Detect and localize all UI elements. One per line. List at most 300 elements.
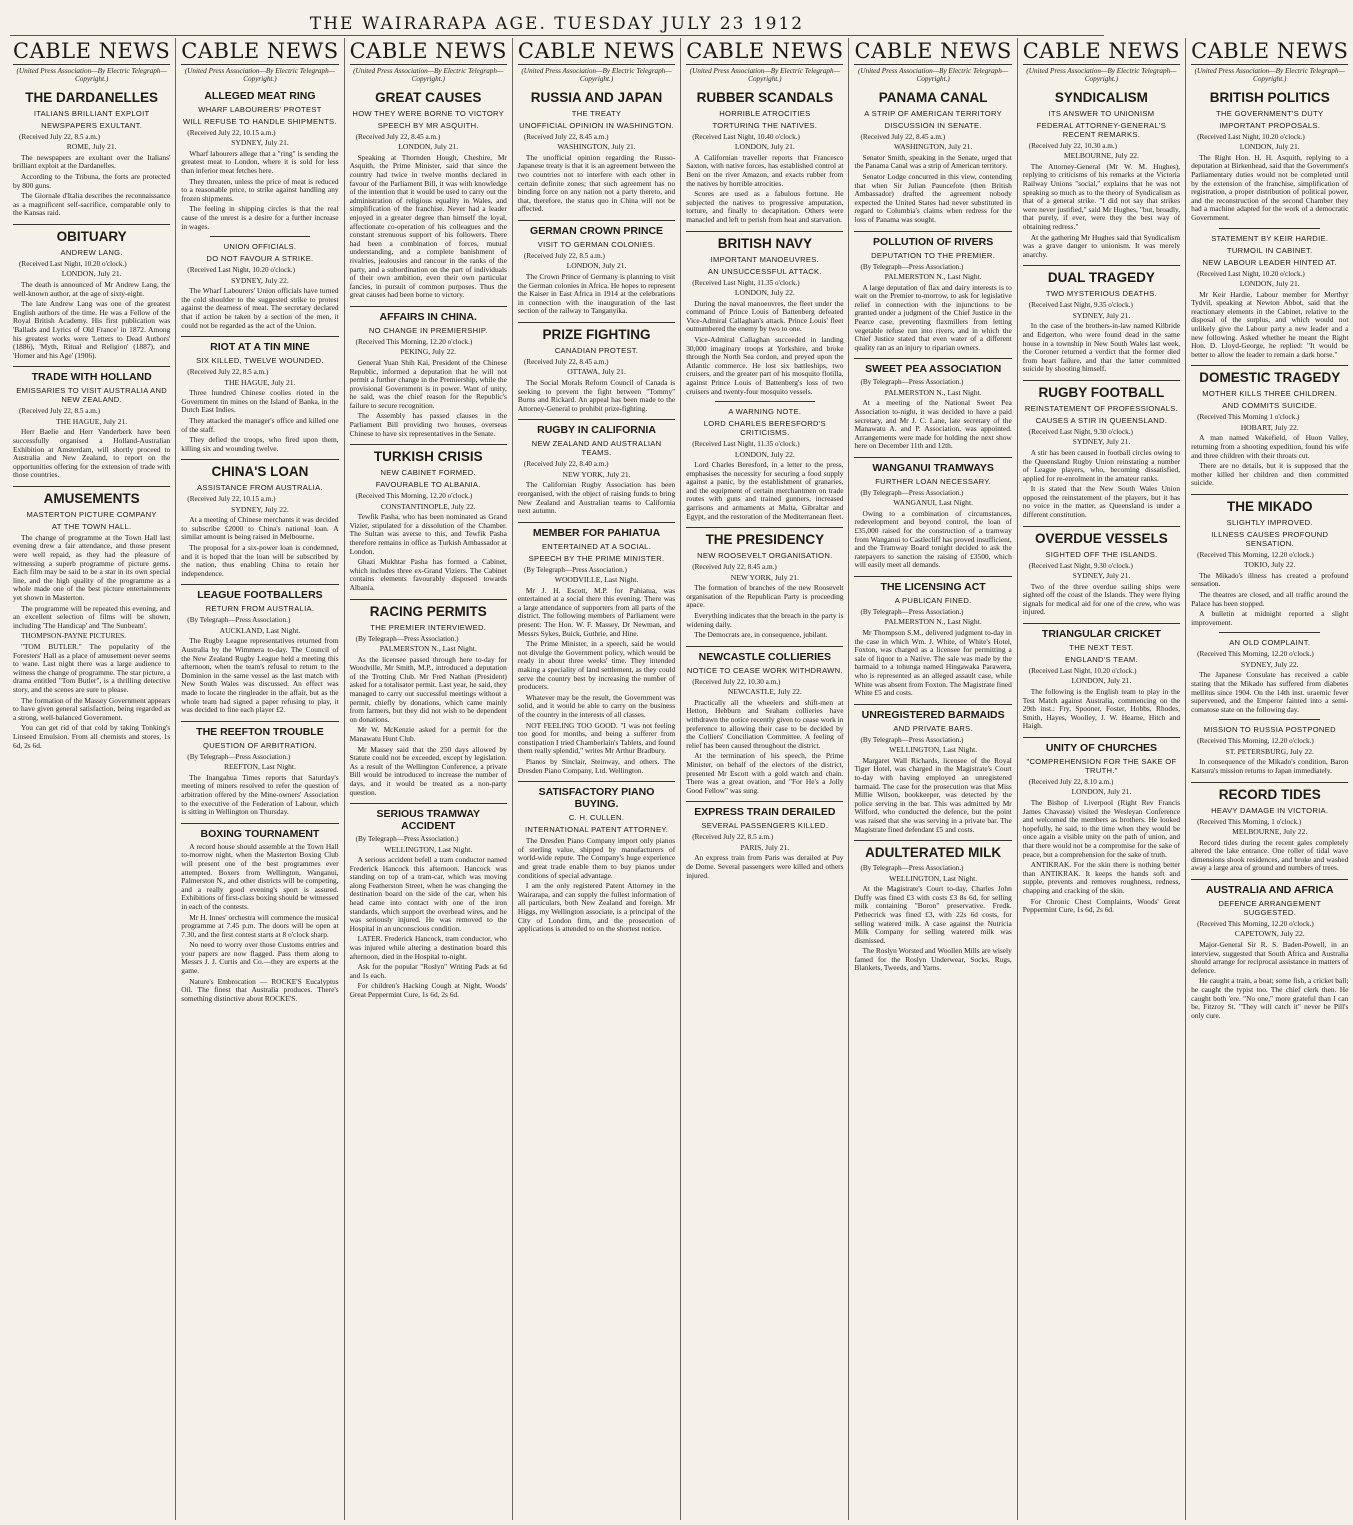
news-story <box>181 721 338 817</box>
received-time: (By Telegraph—Press Association.) <box>860 262 964 271</box>
story-paragraph: He caught a train, a boat; some fish, a cricket ball; he caught the typist too. The chief clerk then. He caught both 'ere. "No one," more grateful than I can be, Fitzroy St. "They will catch it" never be Pill's only cure. <box>1191 976 1349 1020</box>
dateline: LONDON, July 21. <box>1239 142 1300 152</box>
received-time: (Received This Morning, 12.20 o'clock.) <box>1197 550 1314 559</box>
story-paragraph: At the gathering Mr Hughes said that Syndicalism was a grave danger to unionism. It was merely anarchy. <box>1022 232 1181 259</box>
story-subheading: NEW LABOUR LEADER HINTED AT. <box>1202 257 1337 267</box>
story-subheading: MOTHER KILLS THREE CHILDREN. <box>1202 389 1338 399</box>
dateline: PALMERSTON N., Last Night. <box>884 271 982 281</box>
news-story <box>181 823 338 1004</box>
dateline: MELBOURNE, July 22. <box>1063 151 1139 161</box>
received-time: (By Telegraph—Press Association.) <box>523 565 627 574</box>
story-paragraph: Tewfik Pasha, who has been nominated as Grand Vizier, stipulated for a dissolution of the Chamber. The Sultan was averse to this, and Tewfik Pasha therefore remains in office as Turkish Ambassador at London. <box>349 512 507 556</box>
story-subheading: THE PREMIER INTERVIEWED. <box>370 622 487 632</box>
news-story <box>1023 90 1180 260</box>
news-story <box>181 236 338 330</box>
received-time: (Received Last Night, 10.20 o'clock.) <box>1197 269 1305 278</box>
received-time: (By Telegraph—Press Association.) <box>860 608 964 617</box>
story-paragraph: No need to worry over those Customs entries and your papers are now flagged. Pass them along to Messrs J. J. Curtis and Co.—they are experts at the game. <box>181 940 339 976</box>
story-paragraph: The Dresden Piano Company import only pianos of sterling value, shipped by manufacturers of world-wide repute. The Company's huge experience and great trade enable them to buy pianos under conditions of special advantage. <box>517 836 676 880</box>
story-paragraph: A man named Wakefield, of Huon Valley, returning from a shooting expedition, found his wife and three children with their throats cut. <box>1191 433 1349 460</box>
news-story <box>854 90 1011 225</box>
cable-news-heading: CABLE NEWS <box>517 39 676 63</box>
story-headline: AUSTRALIA AND AFRICA <box>1191 879 1348 896</box>
dateline: HOBART, July 22. <box>1240 422 1299 432</box>
dateline: LONDON, July 22. <box>734 449 795 459</box>
news-story <box>1191 632 1348 714</box>
news-story <box>1023 265 1180 374</box>
story-paragraph: Vice-Admiral Callaghan succeeded in landing 30,000 imaginary troops at Yorkshire, and broke through the North Sea cordon, and preyed upon the Atlantic commerce. He lost six battleships, two cruisers, and the greater part of his mosquito flotilla, against Prince Louis of Battenberg's loss of two cruisers and twenty-four mosquito vessels. <box>686 334 844 396</box>
story-paragraph: General Yuan Shih Kai, President of the Chinese Republic, informed a deputation that he will not permit a further change in the Premiership, while the provisional Government is in power. Want of unity, he said, was the chief reason for the Republic's failure to secure recognition. <box>349 357 507 410</box>
story-subheading: VISIT TO GERMAN COLONIES. <box>537 239 656 249</box>
story-headline: BOXING TOURNAMENT <box>181 823 338 840</box>
story-headline: RACING PERMITS <box>350 599 507 620</box>
story-paragraph: ANTIKRAK. For the skin there is nothing better than ANTIKRAK. It keeps the hands soft and supple, prevents and removes roughness, redness, chapping and cracking of the skin. <box>1022 860 1181 895</box>
dateline: CAPETOWN, July 22. <box>1234 929 1305 939</box>
story-headline: ADULTERATED MILK <box>854 840 1011 861</box>
dateline: LONDON, July 22. <box>734 287 795 297</box>
story-headline: PANAMA CANAL <box>878 89 988 105</box>
dateline: LONDON, July 21. <box>734 142 795 152</box>
story-paragraph: Owing to a combination of circumstances, redevelopment and beyond control, the loan of £35,000 raised for the construction of a tramway from Wanganui to Castlecliff has proved insufficient, and the Tramway Board tonight decided to ask the ratepayers to sanction the raising of £3500, which will easily meet all demands. <box>854 508 1012 570</box>
story-paragraph: The death is announced of Mr Andrew Lang, the well-known author, at the age of sixty-eight. <box>13 279 171 298</box>
dateline: LONDON, July 21. <box>1071 787 1132 797</box>
story-subheading: HORRIBLE ATROCITIES <box>719 108 811 118</box>
agency-credit: (United Press Association—By Electric Telegraph—Copyright.) <box>521 67 672 84</box>
story-subheading: THE NEXT TEST. <box>1069 643 1134 653</box>
newspaper-column-7 <box>1017 38 1185 1520</box>
section-rule <box>1219 719 1320 720</box>
story-headline: SATISFACTORY PIANO BUYING. <box>518 781 675 810</box>
news-story <box>854 576 1011 698</box>
received-time: (By Telegraph—Press Association.) <box>860 735 964 744</box>
dateline: PALMERSTON N., Last Night. <box>884 387 982 397</box>
news-story <box>518 522 675 775</box>
story-paragraph: The Assembly has passed clauses in the Parliament Bill providing two houses, overseas Chinese to have six representatives in the Senate. <box>349 411 507 438</box>
dateline: SYDNEY, July 22. <box>231 275 289 285</box>
dateline: WOODVILLE, Last Night. <box>554 575 639 585</box>
story-headline: BRITISH NAVY <box>686 231 843 252</box>
story-paragraph: Two of the three overdue sailing ships were sighted off the coast of the Islands. They were flying signals for medical aid for one of the crew, who was injured. <box>1022 581 1181 617</box>
story-paragraph: I am the only registered Patent Attorney in the Wairarapa, and can supply the fullest information of all particulars, both New Zealand and foreign. Mr Higgs, my Wellington associate, is a principal of the City of London firm, and the prosecution of applications is attended to on the shortest notice. <box>517 881 676 934</box>
dateline: SYDNEY, July 22. <box>1240 659 1299 669</box>
story-paragraph: Scores are used as a fabulous fortune. He subjected the natives to progressive amputation, torture, and finally to decapitation. Others were manacled and left to perish from heat and starvation. <box>686 189 844 224</box>
news-story <box>518 90 675 214</box>
news-story <box>854 840 1011 973</box>
section-rule <box>1219 228 1320 229</box>
news-story <box>518 419 675 515</box>
story-paragraph: Major-General Sir R. S. Baden-Powell, in an interview, suggested that South Africa and Australia should arrange for reciprocal assistance in matters of defence. <box>1191 939 1349 975</box>
received-time: (Received July 22, 8.40 a.m.) <box>523 460 609 469</box>
story-subheading: HOW THEY WERE BORNE TO VICTORY <box>352 108 505 118</box>
news-story <box>13 90 170 218</box>
received-time: (Received July 22, 8.45 a.m.) <box>355 132 441 141</box>
story-paragraph: The Japanese Consulate has received a cable stating that the Mikado has suffered from diabetes mellitus since 1904. On the 14th inst. uraemic fever supervened, and the Emperor fainted into a semi-comatose state on the following day. <box>1191 670 1349 714</box>
dateline: AUCKLAND, Last Night. <box>219 625 301 635</box>
story-paragraph: The Roslyn Worsted and Woollen Mills are wisely famed for the Roslyn Underwear, Socks, Rugs, Blankets, Tweeds, and Yarns. <box>854 946 1012 973</box>
story-headline: UNREGISTERED BARMAIDS <box>854 704 1011 721</box>
story-paragraph: At a meeting of the National Sweet Pea Association to-night, it was decided to have a paid secretary, and Mr J. C. Lane, late secretary of the Manawatu A. and P. Association, was appointed. Arrangements were made for holding the next show here on December 11th and 12th. <box>854 398 1012 451</box>
story-paragraph: The Attorney-General (Mr W. M. Hughes), replying to criticisms of his remarks at the Victoria Railway Unions "social," explains that he was not speaking so much as to the theory of Syndicalism as that of a general strike. "I did not say that strikes were never justified," said Mr Hughes, "but, broadly, that purely, if ever, were they the best way of obtaining redress." <box>1022 161 1181 231</box>
cable-news-heading: CABLE NEWS <box>686 39 844 63</box>
cable-news-heading: CABLE NEWS <box>1022 39 1181 63</box>
received-time: (Received July 22, 10.30 a.m.) <box>1028 141 1118 150</box>
received-time: (Received Last Night, 10.20 o'clock.) <box>1197 132 1305 141</box>
dateline: MELBOURNE, July 22. <box>1232 827 1308 836</box>
news-story <box>1191 90 1348 223</box>
story-subheading: TORTURING THE NATIVES. <box>712 120 818 130</box>
story-subheading: THE TREATY <box>571 108 622 118</box>
story-subheading: A PUBLICAN FINED. <box>894 596 972 606</box>
dateline: LONDON, July 21. <box>1071 676 1132 686</box>
received-time: (By Telegraph—Press Association.) <box>860 864 964 873</box>
story-subheading: QUESTION OF ARBITRATION. <box>203 740 317 750</box>
story-paragraph: For Chronic Chest Complaints, Woods' Great Peppermint Cure, 1s 6d, 2s 6d. <box>1022 896 1181 915</box>
story-paragraph: At the Magistrate's Court to-day, Charles John Duffy was fined £3 with costs £3 8s 6d, for selling milk containing "Boron" preservative. Fredk. Pethecrick was fined £3, with 22s 6d costs, for selling watered milk. A case against the Nutricia Milk Company for selling watered milk was dismissed. <box>854 884 1012 945</box>
story-subheading: DEPUTATION TO THE PREMIER. <box>871 250 996 260</box>
story-paragraph: THOMPSON-PAYNE PICTURES. <box>21 631 126 641</box>
story-headline: RUGBY IN CALIFORNIA <box>518 419 675 436</box>
story-paragraph: The proposal for a six-power loan is condemned, and it is hoped that the loan will be subscribed by the nation, thus enabling China to retain her independence. <box>181 543 339 578</box>
story-paragraph: The formation of branches of the new Roosevelt organisation of the Republican Party is proceeding apace. <box>686 583 844 610</box>
news-story <box>181 336 338 453</box>
newspaper-column-6 <box>848 38 1016 1520</box>
received-time: (Received This Morning, 12.20 o'clock.) <box>1197 650 1314 659</box>
story-subheading: A STRIP OF AMERICAN TERRITORY <box>864 108 1002 118</box>
story-subheading: SPEECH BY MR ASQUITH. <box>377 120 479 130</box>
story-subheading: UNOFFICIAL OPINION IN WASHINGTON. <box>519 120 674 130</box>
received-time: (Received July 22, 8.5 a.m.) <box>523 251 605 260</box>
story-headline: DUAL TRAGEDY <box>1023 265 1180 286</box>
story-paragraph: The late Andrew Lang was one of the greatest English authors of the time. He was a Fellow of the Royal British Academy. His first publication was 'Ballads and Lyrics of Old France' in 1872. Among his greatest works were 'Letters to Dead Authors' (1886), 'Myth, Ritual and Religion' (1887), and 'Homer and his Age' (1906). <box>13 299 171 360</box>
dateline: ST. PETERSBURG, July 22. <box>1225 746 1314 756</box>
story-headline: THE LICENSING ACT <box>854 576 1011 593</box>
news-story <box>686 646 843 796</box>
story-headline: THE MIKADO <box>1191 494 1348 515</box>
news-story <box>181 584 338 714</box>
story-paragraph: Three hundred Chinese coolies rioted in the Government tin mines on the Island of Banka, in the Dutch East Indies. <box>181 388 339 415</box>
story-headline: OBITUARY <box>13 224 170 245</box>
agency-credit: (United Press Association—By Electric Telegraph—Copyright.) <box>1194 67 1345 84</box>
news-story <box>1191 782 1348 873</box>
story-paragraph: As the licensee passed through here to-day for Woodville, Mr Smith, M.P., introduced a deputation of the Trotting Club. Mr Fred Nathan (President) asked for a totalisator permit. Last year, he said, they managed to carry out successful meetings without a permit, chiefly by donations, which came mainly from farmers, but they did not wish to be dependent on donations. <box>349 654 507 724</box>
received-time: (Received This Morning 1 o'clock.) <box>1197 413 1300 422</box>
story-paragraph: A bulletin at midnight reported a slight improvement. <box>1191 609 1349 627</box>
news-story <box>1023 380 1180 520</box>
received-time: (Received July 22, 8.10 a.m.) <box>1028 778 1114 786</box>
story-subheading: UNION OFFICIALS. <box>223 242 297 252</box>
story-paragraph: Senator Smith, speaking in the Senate, urged that the Panama Canal was a strip of American territory. <box>854 152 1012 171</box>
story-subheading: FURTHER LOAN NECESSARY. <box>875 476 992 486</box>
dateline: LONDON, July 21. <box>398 142 459 152</box>
agency-credit: (United Press Association—By Electric Telegraph—Copyright.) <box>858 67 1009 84</box>
received-time: (Received July 22, 10.15 a.m.) <box>187 128 276 137</box>
story-subheading: NEWSPAPERS EXULTANT. <box>41 120 143 130</box>
story-paragraph: Senator Lodge concurred in this view, contending that when Sir Julian Pauncefote (then British Ambassador) drafted the agreement nobody expected the United States had never substituted in regard to Columbia's claims when redress for the loss of Panama was sought. <box>854 172 1012 224</box>
news-story <box>350 444 507 592</box>
story-headline: MEMBER FOR PAHIATUA <box>518 522 675 539</box>
story-subheading: FAVOURABLE TO ALBANIA. <box>375 480 481 490</box>
newspaper-column-2 <box>175 38 343 1520</box>
story-subheading: SIGHTED OFF THE ISLANDS. <box>1045 549 1158 559</box>
story-subheading: INTERNATIONAL PATENT ATTORNEY. <box>524 825 669 835</box>
story-paragraph: Pianos by Sinclair, Steinway, and others. The Dresden Piano Company, Ltd. Wellington. <box>517 756 676 775</box>
news-story <box>1191 228 1348 360</box>
dateline: WELLINGTON, Last Night. <box>889 745 978 755</box>
story-subheading: ILLNESS CAUSES PROFOUND SENSATION. <box>1211 529 1329 548</box>
dateline: SYDNEY, July 21. <box>1072 571 1131 581</box>
story-paragraph: The Democrats are, in consequence, jubilant. <box>694 630 828 640</box>
dateline: PALMERSTON N., Last Night. <box>884 617 982 627</box>
story-paragraph: The Social Morals Reform Council of Canada is seeking to prevent the fight between "Tommy" Burns and Rickard. An appeal has been made to the Attorney-General to prohibit prize-fighting. <box>517 377 676 413</box>
story-paragraph: It is stated that the New South Wales Union opposed the reinstatement of the players, but it has no voice in the matter, as Queensland is under a different constitution. <box>1022 484 1181 520</box>
masthead-rule <box>10 35 1104 36</box>
newspaper-column-5 <box>680 38 848 1520</box>
news-story <box>350 90 507 300</box>
dateline: NEW YORK, July 21. <box>730 572 799 582</box>
news-story <box>1191 879 1348 1020</box>
story-subheading: WILL REFUSE TO HANDLE SHIPMENTS. <box>183 116 337 126</box>
news-story <box>13 486 170 750</box>
story-subheading: TWO MYSTERIOUS DEATHS. <box>1045 289 1157 299</box>
dateline: THE HAGUE, July 21. <box>224 377 296 387</box>
story-subheading: AN UNSUCCESSFUL ATTACK. <box>707 266 822 276</box>
news-story <box>686 527 843 640</box>
section-rule <box>1219 632 1320 633</box>
news-story <box>1191 494 1348 628</box>
section-rule <box>715 401 816 402</box>
story-subheading: RETURN FROM AUSTRALIA. <box>205 604 315 614</box>
story-subheading: TURMOIL IN CABINET. <box>1226 245 1313 255</box>
story-headline: THE REEFTON TROUBLE <box>181 721 338 738</box>
received-time: (By Telegraph—Press Association.) <box>860 378 964 387</box>
story-headline: EXPRESS TRAIN DERAILED <box>686 801 843 818</box>
story-subheading: IMPORTANT PROPOSALS. <box>1219 120 1321 130</box>
agency-credit: (United Press Association—By Electric Telegraph—Copyright.) <box>689 67 840 84</box>
story-headline: GREAT CAUSES <box>375 89 482 105</box>
story-subheading: ENGLAND'S TEAM. <box>1064 655 1138 665</box>
cable-news-heading: CABLE NEWS <box>181 39 339 63</box>
story-subheading: ITALIANS BRILLIANT EXPLOIT <box>33 108 150 118</box>
story-subheading: A WARNING NOTE. <box>728 407 802 417</box>
story-headline: GERMAN CROWN PRINCE <box>518 220 675 237</box>
story-headline: TURKISH CRISIS <box>350 444 507 465</box>
news-story <box>181 459 338 578</box>
story-subheading: AT THE TOWN HALL. <box>51 521 132 531</box>
story-paragraph: Mr Keir Hardie, Labour member for Merthyr Tydvil, speaking at Newton Abbot, said that the reactionary elements in the Cabinet, relative to the disposal of the surplus, and which would not unlikely give the Labour party a new leader and a new following. Asked whether he meant the Right Hon. D. Lloyd-George, he replied: "It would be better to allow the leader to remain a dark horse." <box>1191 289 1349 359</box>
story-paragraph: Whatever may be the result, the Government was solid, and it would be able to carry on the business of the country in the interests of all classes. <box>517 692 676 719</box>
story-paragraph: The Rugby League representatives returned from Australia by the Wimmera to-day. The Council of the New Zealand Rugby League held a meeting this afternoon, when the team's refusal to return to the Dominion in the same vessel as the last match with New South Wales was discussed. An effect was made to locate the ringleader in the affair, but as the whole team had signed a paper refusing to play, it was decided to fine each player £2. <box>181 636 339 715</box>
dateline: PALMERSTON N., Last Night. <box>379 644 477 653</box>
story-paragraph: The Crown Prince of Germany is planning to visit the German colonies in Africa. He hopes to represent the Kaiser in East Africa in 1914 at the celebrations in connection with the inauguration of the last section of the railway to Tanganyika. <box>517 271 676 316</box>
received-time: (Received July 22, 8.45 a.m.) <box>523 357 609 366</box>
story-paragraph: There are no details, but it is supposed that the mother killed her children and then committed suicide. <box>1191 461 1349 488</box>
story-headline: LEAGUE FOOTBALLERS <box>181 584 338 601</box>
newspaper-column-3 <box>344 38 512 1520</box>
dateline: WELLINGTON, Last Night. <box>889 873 978 883</box>
dateline: CONSTANTINOPLE, July 22. <box>380 501 476 511</box>
story-subheading: MISSION TO RUSSIA POSTPONED <box>1203 725 1336 735</box>
received-time: (Received July 22, 10.30 a.m.) <box>692 677 781 686</box>
story-paragraph: Record tides during the recent gales completely altered the lake entrance. One roller of tidal wave dimensions shook residences, and broke and washed away a large area of ground and numbers of trees. <box>1191 837 1349 873</box>
news-story <box>13 224 170 360</box>
story-subheading: ITS ANSWER TO UNIONISM <box>1048 108 1155 118</box>
received-time: (By Telegraph—Press Association.) <box>355 634 459 643</box>
dateline: LONDON, July 21. <box>566 261 627 271</box>
story-paragraph: Mr W. McKenzie asked for a permit for the Manawatu Hunt Club. <box>349 725 507 743</box>
received-time: (Received This Morning, 12.20 o'clock.) <box>1197 737 1314 746</box>
news-story <box>1023 737 1180 915</box>
story-subheading: ENTERTAINED AT A SOCIAL. <box>541 541 652 551</box>
cable-news-heading: CABLE NEWS <box>349 39 507 63</box>
story-subheading: REINSTATEMENT OF PROFESSIONALS. <box>1024 403 1179 413</box>
story-headline: PRIZE FIGHTING <box>518 322 675 343</box>
story-headline: NEWCASTLE COLLIERIES <box>686 646 843 663</box>
story-subheading: WHARF LABOURERS' PROTEST <box>198 104 322 114</box>
news-story <box>13 366 170 480</box>
received-time: (Received This Morning, 12.20 o'clock.) <box>355 337 473 346</box>
story-headline: TRIANGULAR CRICKET <box>1023 623 1180 640</box>
news-story <box>686 231 843 397</box>
received-time: (Received July 22, 8.5 a.m.) <box>692 833 774 842</box>
received-time: (Received Last Night, 11.35 o'clock.) <box>692 440 800 449</box>
story-subheading: AN OLD COMPLAINT. <box>1229 638 1311 648</box>
columns <box>8 38 1349 1520</box>
news-story <box>1191 719 1348 775</box>
story-subheading: STATEMENT BY KEIR HARDIE. <box>1211 233 1329 243</box>
story-headline: DOMESTIC TRAGEDY <box>1191 365 1348 386</box>
story-paragraph: The Mikado's illness has created a profound sensation. <box>1191 570 1349 589</box>
story-headline: SWEET PEA ASSOCIATION <box>854 358 1011 375</box>
masthead: THE WAIRARAPA AGE. TUESDAY JULY 23 1912 <box>309 14 805 34</box>
story-subheading: SIX KILLED, TWELVE WOUNDED. <box>196 356 324 366</box>
story-subheading: MASTERTON PICTURE COMPANY <box>26 509 157 519</box>
dateline: NEW YORK, July 21. <box>562 469 631 479</box>
story-subheading: EMISSARIES TO VISIT AUSTRALIA AND NEW ZEALAND. <box>16 386 168 405</box>
news-story <box>518 322 675 413</box>
story-subheading: SEVERAL PASSENGERS KILLED. <box>701 821 829 831</box>
story-paragraph: At a meeting of Chinese merchants it was decided to subscribe £2000 to China's national loan. A similar amount is being raised in Melbourne. <box>181 515 339 542</box>
story-headline: TRADE WITH HOLLAND <box>13 366 170 383</box>
story-paragraph: A serious accident befell a tram conductor named Frederick Hancock this afternoon. Hancock was standing on top of a tram-car, which was moving along Featherston Street, when he was changing the destination board on the side of the car, when his head came into contact with one of the iron standards, which support the overhead wires, and he was seriously injured. He was removed to the Hospital in an unconscious condition. <box>349 855 507 933</box>
news-story <box>686 90 843 225</box>
story-paragraph: Everything indicates that the breach in the party is widening daily. <box>686 611 844 629</box>
received-time: (Received July 22, 8.5 a.m.) <box>19 407 101 416</box>
story-headline: THE DARDANELLES <box>25 89 159 105</box>
dateline: OTTAWA, July 21. <box>567 367 626 377</box>
story-paragraph: Mr Massey said that the 250 days allowed by Statute could not be exceeded, except by legislation. As a result of the Wellington Conference, a private Bill would be introduced to increase the number of days, and it would be treated as a non-party question. <box>349 744 507 797</box>
received-time: (By Telegraph—Press Association.) <box>860 488 964 497</box>
news-story <box>1191 365 1348 488</box>
story-paragraph: The Giornale d'Italia describes the reconnaissance as a magnificent self-sacrifice, comparable only to the Kansas raid. <box>13 191 171 218</box>
news-story <box>854 704 1011 834</box>
story-headline: RUSSIA AND JAPAN <box>530 89 663 105</box>
dateline: PARIS, July 21. <box>740 842 790 852</box>
story-headline: RECORD TIDES <box>1191 782 1348 803</box>
story-subheading: ASSISTANCE FROM AUSTRALIA. <box>197 483 323 493</box>
story-subheading: IMPORTANT MANOEUVRES. <box>710 254 820 264</box>
story-subheading: NEW CABINET FORMED. <box>380 468 476 478</box>
received-time: (Received Last Night, 10.20 o'clock.) <box>19 259 127 268</box>
story-paragraph: The newspapers are exultant over the Italians' brilliant exploit at the Dardanelles. <box>13 152 171 171</box>
dateline: LONDON, July 21. <box>61 269 122 279</box>
story-paragraph: For children's Hacking Cough at Night, Woods' Great Peppermint Cure, 1s 6d, 2s 6d. <box>349 981 507 999</box>
story-paragraph: Speaking at Thornden Hough, Cheshire, Mr Asquith, the Prime Minister, said that since the country had twice in twelve months declared in favour of the Parliament Bill, it was with knowledge of the intention that it would be used to carry out the administration of religious equality in Wales, and simplification of the franchise. Never had a leader enjoyed in a greater degree than himself the loyal, affectionate co-operation of his colleagues and the constant strenuous support of his followers. There had been a combination of forces, mutual understanding, and a complete banishment of rivalries, jealousies and rancour in the ranks of the party, and a subordination on the part of individuals of their own ambition, even their own particular fancies, in pursuit of common purposes. Thus the great causes had been borne to victory. <box>349 152 507 300</box>
story-headline: ALLEGED MEAT RING <box>204 89 316 102</box>
news-story <box>518 220 675 316</box>
story-subheading: DO NOT FAVOUR A STRIKE. <box>206 254 314 264</box>
agency-credit: (United Press Association—By Electric Telegraph—Copyright.) <box>184 67 336 84</box>
story-subheading: DISCUSSION IN SENATE. <box>884 120 982 130</box>
story-subheading: SLIGHTLY IMPROVED. <box>1226 517 1313 527</box>
received-time: (Received July 22, 8.5 a.m.) <box>187 368 269 377</box>
story-subheading: THE GOVERNMENT'S DUTY <box>1216 108 1324 118</box>
received-time: (Received Last Night, 11.35 o'clock.) <box>692 278 800 287</box>
news-story <box>686 801 843 880</box>
story-paragraph: Mr J. H. Escott, M.P. for Pahiatua, was entertained at a social there this evening. There was a large attendance of supporters from all parts of the district. The following members of Parliament were present: The Hon. W. F. Massey, Dr Newman, and Messrs Sykes, Buick, Guthrie, and Hine. <box>517 585 676 638</box>
story-paragraph: The feeling in shipping circles is that the real cause of the unrest is a desire for a further increase in wages. <box>181 204 339 231</box>
dateline: SYDNEY, July 21. <box>1072 437 1131 447</box>
story-paragraph: The unofficial opinion regarding the Russo-Japanese treaty is that it is an agreement between the two countries not to interfere with each other in certain definite zones; that such agreement has no binding force on any nation not a party thereto, and that, therefore, the status quo in China will not be affected. <box>517 152 676 214</box>
news-story <box>518 781 675 934</box>
story-paragraph: The Wharf Labourers' Union officials have turned the cold shoulder to the suggested strike to protest against the dearness of meat. The secretary declared that if action be taken by a section of the men, it could not be regarded as the act of the Union. <box>181 286 339 330</box>
story-subheading: HEAVY DAMAGE IN VICTORIA. <box>1211 805 1329 815</box>
story-subheading: NEW ZEALAND AND AUSTRALIAN TEAMS. <box>531 439 662 458</box>
cable-news-heading: CABLE NEWS <box>1191 39 1349 63</box>
dateline: WELLINGTON, Last Night. <box>384 844 473 854</box>
received-time: (By Telegraph—Press Association.) <box>187 616 291 625</box>
agency-credit: (United Press Association—By Electric Telegraph—Copyright.) <box>1026 67 1177 84</box>
received-time: (Received This Morning, 1 o'clock.) <box>1197 817 1302 826</box>
story-headline: AFFAIRS IN CHINA. <box>350 306 507 323</box>
story-paragraph: At the termination of his speech, the Prime Minister, on behalf of the electors of the district, presented Mr Escott with a gold watch and chain. There was a great ovation, and "For He's a Jolly Good Fellow" was sung. <box>686 751 844 795</box>
news-story <box>854 231 1011 353</box>
story-subheading: FEDERAL ATTORNEY-GENERAL'S RECENT REMARKS. <box>1036 120 1167 139</box>
dateline: WANGANUI, Last Night. <box>893 498 973 508</box>
received-time: (Received July 22, 8.45 a.m.) <box>523 132 609 141</box>
story-paragraph: Ask for the popular "Roslyn" Writing Pads at 6d and 1s each. <box>349 962 507 980</box>
dateline: WASHINGTON, July 21. <box>893 142 973 152</box>
story-paragraph: The theatres are closed, and all traffic around the Palace has been stopped. <box>1191 590 1349 608</box>
story-paragraph: Herr Baelie and Herr Vanderberk have been successfully organised a Holland-Australian Exhibition at Amsterdam, will shortly proceed to Australia and New Zealand, to report on the opportunities offering for the extension of trade with those countries. <box>13 427 171 480</box>
story-paragraph: "TOM BUTLER." The popularity of the Foresters' Hall as a place of amusement never seems to wane. Last night there was a large audience to witness the change of programme. The star picture, a drama entitled "Tom Butler", is a thrilling detective story, and the scenes are sure to please. <box>13 642 171 694</box>
story-paragraph: They threaten, unless the price of meat is reduced to a reasonable price, to strike against handling any frozen shipments. <box>181 176 339 203</box>
story-paragraph: They defied the troops, who fired upon them, killing six and wounding twelve. <box>181 435 339 453</box>
story-subheading: AND COMMITS SUICIDE. <box>1222 401 1318 411</box>
received-time: (Received July 22, 8.45 a.m.) <box>692 563 777 572</box>
newspaper-column-8 <box>1185 38 1353 1520</box>
newspaper-column-4 <box>512 38 680 1520</box>
dateline: REEFTON, Last Night. <box>223 762 296 772</box>
story-headline: AMUSEMENTS <box>13 486 170 507</box>
story-paragraph: The Inangahua Times reports that Saturday's meeting of miners resolved to refer the question of arbitration offered by the Mine-owners' Association to the executive of the Federation of Labour, which is sitting in Wellington on Thursday. <box>181 772 339 817</box>
news-story <box>686 401 843 521</box>
story-headline: OVERDUE VESSELS <box>1023 526 1180 547</box>
story-paragraph: A large deputation of flax and dairy interests is to wait on the Premier to-morrow, to ask for legislative relief in connection with the injunctions to be granted under a judgment of the Chief Justice in the Pearce case, preventing flaxmillers from letting vegetable refuse run into rivers, and in which the Chief Justice stated that even water of a different quality ran as an injury to riparian owners. <box>854 282 1012 352</box>
story-headline: SERIOUS TRAMWAY ACCIDENT <box>350 803 507 832</box>
story-subheading: C. H. CULLEN. <box>568 813 625 823</box>
story-subheading: CAUSES A STIR IN QUEENSLAND. <box>1035 415 1168 425</box>
dateline: SYDNEY, July 21. <box>231 138 289 148</box>
story-paragraph: Mr Thompson S.M., delivered judgment to-day in the case in which Wm. J. White, of White's Hotel, Foxton, was charged as a licensee for permitting a sale of liquor to a Native. The sale was made by the barmaid to a tohunga named Hingawaka Parawera, who is represented as an alleged assault case, while White was absent from Foxton. The Magistrate fined White £5 and costs. <box>854 628 1012 698</box>
story-subheading: AND PRIVATE BARS. <box>893 723 973 733</box>
agency-credit: (United Press Association—By Electric Telegraph—Copyright.) <box>16 67 167 84</box>
story-subheading: SPEECH BY THE PRIME MINISTER. <box>528 553 665 563</box>
story-paragraph: They attacked the manager's office and killed one of the staff. <box>181 415 339 434</box>
dateline: SYDNEY, July 22. <box>231 504 289 514</box>
story-paragraph: In consequence of the Mikado's condition, Baron Katsura's mission returns to Japan immediately. <box>1191 757 1349 775</box>
received-time: (Received Last Night, 10.20 o'clock.) <box>1028 667 1137 676</box>
dateline: ROME, July 21. <box>66 142 117 152</box>
